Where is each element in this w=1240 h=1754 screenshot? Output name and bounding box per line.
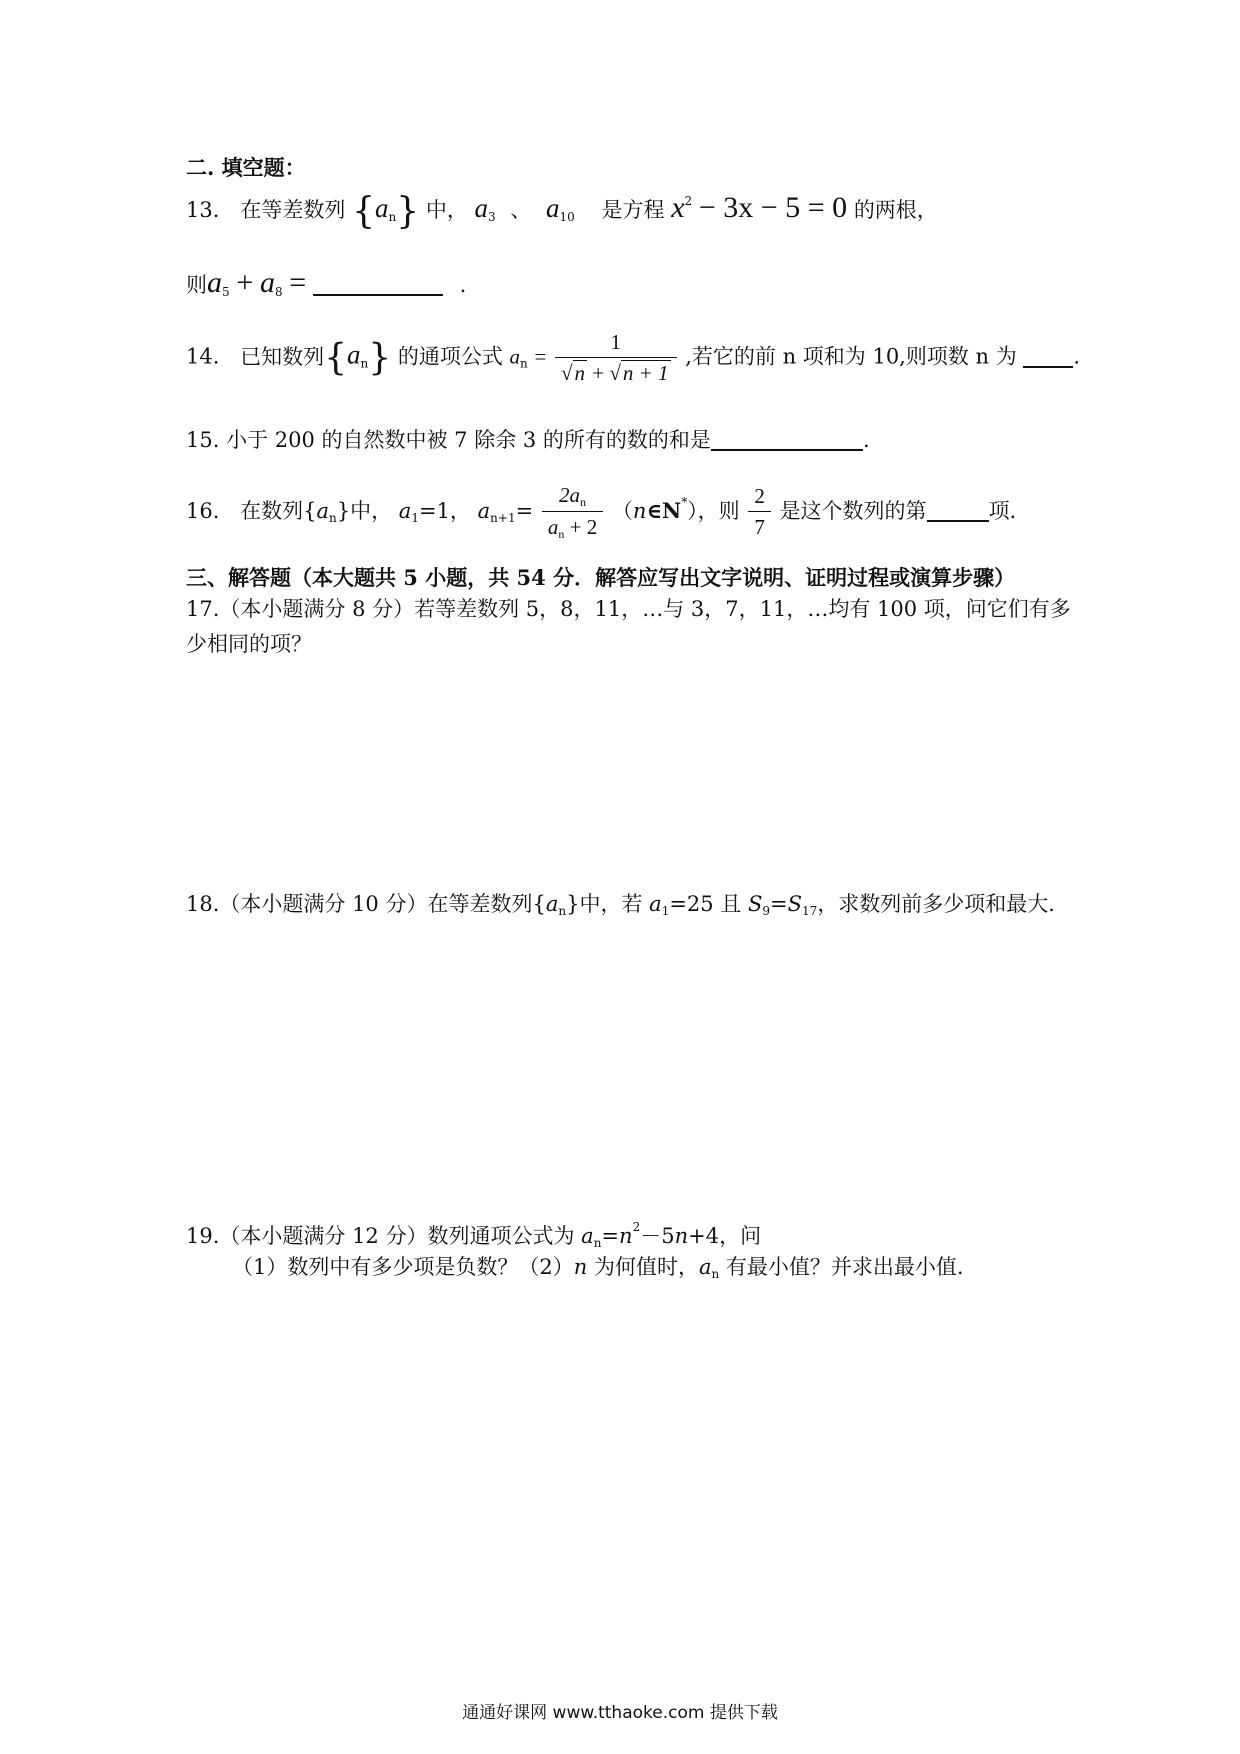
radicand-n: n bbox=[574, 361, 585, 386]
question-19-part-1: （1）数列中有多少项是负数？（2） bbox=[232, 1255, 574, 1279]
answer-blank-14[interactable] bbox=[1023, 344, 1073, 368]
var-n: n bbox=[619, 1224, 633, 1248]
question-13-text-c: 是方程 bbox=[601, 198, 665, 222]
term-an: a bbox=[581, 1224, 594, 1248]
term-an1: a bbox=[477, 498, 491, 523]
question-18-text-b: }中，若 bbox=[566, 892, 650, 916]
sqrt-sign: √ bbox=[560, 361, 573, 386]
seq-a: a bbox=[316, 498, 329, 523]
radicand-n-plus-1: n + 1 bbox=[622, 361, 669, 386]
seq-sub-n: n bbox=[360, 356, 369, 371]
equals-sign: = bbox=[515, 498, 534, 523]
question-16-text-a: 在数列{ bbox=[240, 498, 317, 523]
question-13-line-1 bbox=[186, 190, 938, 233]
term-a10-sub: 10 bbox=[559, 210, 575, 224]
minus-5: －5 bbox=[640, 1224, 675, 1248]
var-n: n bbox=[632, 498, 647, 523]
equals-sign: = bbox=[601, 1224, 620, 1248]
var-n: n bbox=[573, 1255, 588, 1279]
denominator-plus-2: + 2 bbox=[569, 515, 598, 540]
term-a3: a bbox=[474, 193, 489, 223]
term-an-sub: n bbox=[711, 1267, 720, 1281]
question-19-text-a: 19.（本小题满分 12 分）数列通项公式为 bbox=[186, 1224, 582, 1248]
period: . bbox=[862, 428, 870, 452]
fraction-numerator: 2 bbox=[754, 484, 765, 509]
term-an: a bbox=[698, 1255, 712, 1279]
question-19-text-d: 有最小值？并求出最小值. bbox=[719, 1255, 964, 1279]
sum-s17: S bbox=[787, 892, 803, 916]
question-14-text-a: 已知数列 bbox=[240, 344, 325, 369]
question-13-text-b: 中， bbox=[425, 198, 468, 222]
term-a1: a bbox=[649, 892, 662, 916]
right-brace: } bbox=[396, 191, 420, 232]
denominator-sub: n bbox=[558, 527, 565, 542]
fraction-numerator: 1 bbox=[610, 330, 621, 354]
question-13-text-e: 则 bbox=[186, 273, 207, 297]
question-16-text-b: }中， bbox=[336, 498, 393, 523]
star-superscript: * bbox=[681, 494, 688, 509]
equation-x: x bbox=[671, 191, 685, 224]
section-2-title: 二. 填空题： bbox=[186, 155, 306, 180]
seq-a: a bbox=[347, 339, 361, 370]
fraction-recurrence bbox=[542, 483, 603, 542]
var-n: n bbox=[674, 1224, 689, 1248]
fraction-denominator: 7 bbox=[748, 511, 771, 540]
sum-s17-sub: 17 bbox=[802, 904, 818, 918]
seq-a: a bbox=[545, 892, 559, 916]
sum-s9-sub: 9 bbox=[762, 904, 771, 918]
open-paren: （ bbox=[611, 498, 633, 523]
seq-sub-n: n bbox=[329, 510, 337, 525]
question-14 bbox=[186, 330, 1080, 386]
fraction-denominator bbox=[542, 511, 603, 541]
term-a5: a bbox=[207, 266, 222, 299]
denominator-a: a bbox=[547, 515, 559, 540]
equation-exponent: 2 bbox=[684, 194, 693, 208]
question-17-line-1: 17.（本小题满分 8 分）若等差数列 5，8，11，…与 3，7，11，…均有 100 项，问它们有多 bbox=[186, 597, 1071, 621]
question-16-text-c: =1， bbox=[418, 498, 471, 523]
term-an-sub: n bbox=[520, 356, 528, 371]
answer-blank-16[interactable] bbox=[927, 498, 989, 522]
question-14-text-c: ,若它的前 n 项和为 10,则项数 n 为 bbox=[685, 344, 1017, 369]
term-a3-sub: 3 bbox=[488, 210, 496, 224]
question-13-text-a: 在等差数列 bbox=[240, 198, 346, 222]
section-3-title: 三、解答题（本大题共 5 小题，共 54 分．解答应写出文字说明、证明过程或演算步骤） bbox=[186, 565, 1016, 590]
question-17-line-2: 少相同的项？ bbox=[186, 632, 312, 656]
sum-s9: S bbox=[748, 892, 763, 916]
question-18 bbox=[186, 892, 1055, 918]
plus-sign: + bbox=[236, 266, 254, 299]
set-naturals: ∈N bbox=[646, 497, 682, 523]
question-19-line-1 bbox=[186, 1220, 761, 1250]
question-19-text-b: +4，问 bbox=[688, 1224, 762, 1248]
question-13-line-2 bbox=[186, 265, 466, 301]
term-a5-sub: 5 bbox=[222, 285, 230, 299]
page-footer: 通通好课网 www.tthaoke.com 提供下载 bbox=[462, 1703, 778, 1723]
question-16-number: 16. bbox=[186, 498, 220, 523]
fraction-numerator bbox=[553, 483, 592, 511]
fraction-denominator bbox=[555, 357, 677, 386]
left-brace: { bbox=[324, 337, 347, 379]
term-a8: a bbox=[259, 266, 275, 299]
separator: 、 bbox=[510, 198, 532, 222]
plus-sign: + bbox=[592, 361, 605, 386]
question-15 bbox=[186, 427, 870, 453]
term-a1: a bbox=[398, 498, 412, 523]
question-16 bbox=[186, 483, 1016, 542]
numerator-2a: 2a bbox=[559, 483, 581, 507]
term-an: a bbox=[509, 344, 521, 369]
question-14-number: 14. bbox=[186, 344, 220, 369]
question-16-text-e: 是这个数列的第 bbox=[779, 498, 927, 523]
seq-sub-n: n bbox=[388, 210, 397, 224]
question-16-text-f: 项. bbox=[988, 498, 1017, 523]
question-18-text-d: ，求数列前多少项和最大. bbox=[817, 892, 1055, 916]
period: . bbox=[459, 273, 467, 297]
right-brace: } bbox=[368, 337, 392, 379]
question-19-line-2 bbox=[232, 1255, 964, 1281]
question-13-text-d: 的两根， bbox=[853, 198, 938, 222]
term-a1-sub: 1 bbox=[661, 904, 670, 918]
question-13-number: 13． bbox=[186, 198, 234, 222]
seq-a: a bbox=[375, 193, 389, 223]
question-18-text-c: =25 且 bbox=[669, 892, 748, 916]
answer-blank-13[interactable] bbox=[313, 272, 443, 296]
numerator-sub: n bbox=[580, 495, 587, 509]
question-16-text-d: ），则 bbox=[687, 498, 740, 523]
answer-blank-15[interactable] bbox=[711, 427, 863, 451]
left-brace: { bbox=[352, 191, 376, 232]
equals-sign: = bbox=[534, 344, 547, 369]
equation-rest: − 3x − 5 = 0 bbox=[698, 191, 848, 224]
fraction-general-term bbox=[555, 330, 677, 386]
term-a8-sub: 8 bbox=[274, 285, 283, 299]
equals-sign: = bbox=[289, 266, 307, 299]
sqrt-sign: √ bbox=[609, 361, 621, 386]
term-an-sub: n bbox=[593, 1236, 602, 1250]
question-19-text-c: 为何值时， bbox=[587, 1255, 699, 1279]
question-14-text-b: 的通项公式 bbox=[397, 344, 503, 369]
term-an1-sub: n+1 bbox=[490, 510, 516, 525]
fraction-two-sevenths bbox=[748, 484, 771, 540]
question-15-text: 15. 小于 200 的自然数中被 7 除余 3 的所有的数的和是 bbox=[186, 428, 711, 452]
seq-sub-n: n bbox=[558, 904, 567, 918]
term-a1-sub: 1 bbox=[411, 510, 419, 525]
equals-sign: = bbox=[770, 892, 788, 916]
question-18-text-a: 18.（本小题满分 10 分）在等差数列{ bbox=[186, 892, 546, 916]
period: . bbox=[1073, 344, 1081, 369]
exponent-2: 2 bbox=[632, 1220, 641, 1234]
term-a10: a bbox=[546, 193, 560, 223]
